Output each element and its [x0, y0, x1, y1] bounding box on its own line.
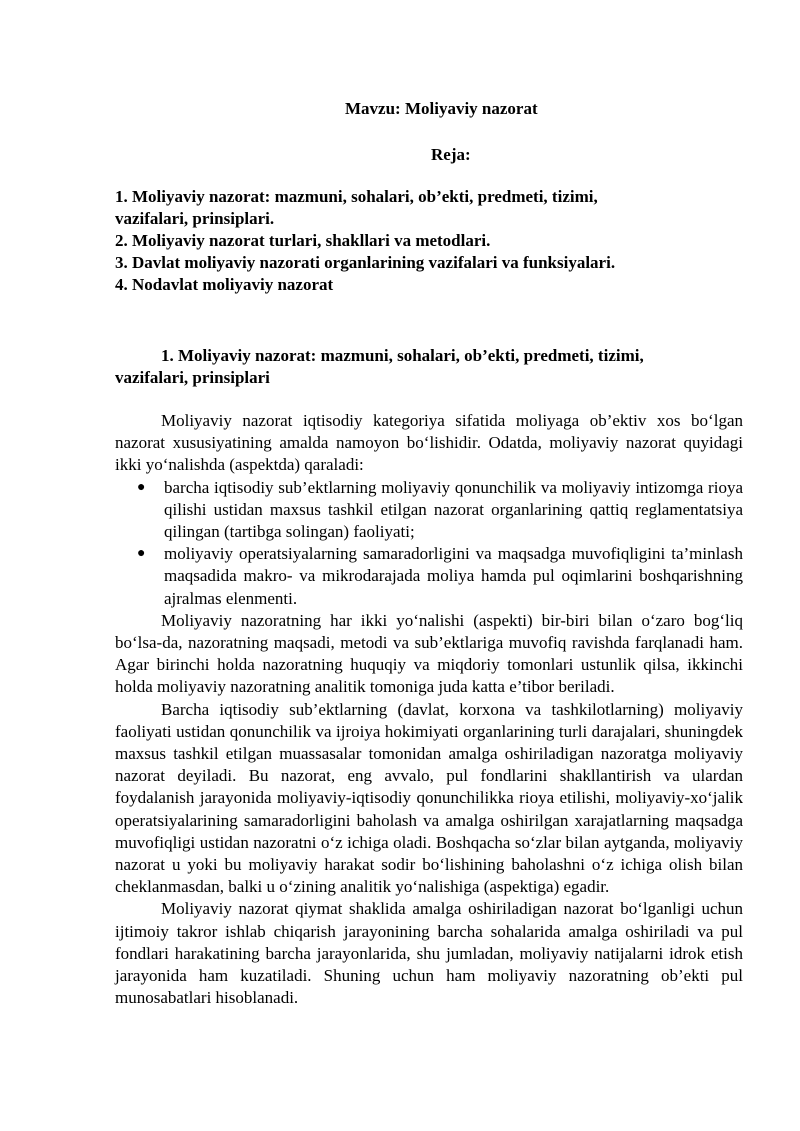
- bullet-list: [115, 477, 743, 610]
- section-heading-line: 1. Moliyaviy nazorat: mazmuni, sohalari, ob’ekti, predmeti, tizimi,: [161, 346, 644, 365]
- plan-line: vazifalari, prinsiplari.: [115, 209, 275, 228]
- list-item: [115, 477, 743, 544]
- paragraph: Moliyaviy nazorat qiymat shaklida amalga oshiriladigan nazorat bo‘lganligi uchun ijtimoiy takror ishlab chiqarish jarayonining barcha sohalarida amalga oshiriladi va pul fondlari harakatining barcha jarayonlarida, shu jumladan, moliyaviy natijalarni idrok etish jarayonida ham kuzatiladi. Shuning uchun ham moliyaviy nazoratning ob’ekti pul munosabatlari hisoblanadi.: [115, 899, 743, 1008]
- plan-line: 1. Moliyaviy nazorat: mazmuni, sohalari, ob’ekti, predmeti, tizimi,: [115, 187, 598, 206]
- plan-line: 3. Davlat moliyaviy nazorati organlarining vazifalari va funksiyalari.: [115, 253, 616, 272]
- body-text: [115, 410, 743, 1009]
- plan-heading: Reja:: [431, 145, 471, 164]
- paragraph: Moliyaviy nazoratning har ikki yo‘nalishi (aspekti) bir-biri bilan o‘zaro bog‘liq bo‘lsa-da, nazoratning maqsadi, metodi va sub’ektlariga muvofiq ravishda farqlanadi ham. Agar birinchi holda nazoratning huquqiy va miqdoriy tomonlari ustunlik qilsa, ikkinchi holda moliyaviy nazoratning analitik tomoniga juda katta e’tibor beriladi.: [115, 610, 743, 697]
- plan-list: [115, 186, 743, 296]
- plan-line: 4. Nodavlat moliyaviy nazorat: [115, 275, 334, 294]
- section-heading-line: vazifalari, prinsiplari: [115, 368, 270, 387]
- list-item: [115, 543, 743, 610]
- paragraph: Moliyaviy nazorat iqtisodiy kategoriya sifatida moliyaga ob’ektiv xos bo‘lgan nazorat xususiyatining amalda namoyon bo‘lishidir. Odatda, moliyaviy nazorat quyidagi ikki yo‘nalishda (aspektda) qaraladi:: [115, 411, 743, 475]
- list-item-text: moliyaviy operatsiyalarning samaradorligini va maqsadga muvofiqligini ta’minlash maqsadida makro- va mikrodarajada moliya hamda pul oqimlarini boshqarishning ajralmas elenmenti.: [164, 544, 743, 608]
- section-heading: [115, 345, 743, 389]
- bullet-icon: ●: [137, 479, 146, 495]
- bullet-icon: ●: [137, 546, 146, 562]
- plan-line: 2. Moliyaviy nazorat turlari, shakllari va metodlari.: [115, 231, 491, 250]
- paragraph: Barcha iqtisodiy sub’ektlarning (davlat, korxona va tashkilotlarning) moliyaviy faoliyati ustidan qonunchilik va ijroiya hokimiyati organlarining turli darajalari, shuningdek maxsus tashkil etilgan muassasalar tomonidan amalga oshiriladigan nazoratga moliyaviy nazorat deyiladi. Bu nazorat, eng avvalo, pul fondlarini shakllantirish va ulardan foydalanish jarayonida moliyaviy-iqtisodiy qonunchilikka rioya etilishi, moliyaviy-xo‘jalik operatsiyalarining samaradorligini baholash va amalga oshirilgan xarajatlarning maqsadga muvofiqligi ustidan nazoratni o‘z ichiga oladi. Boshqacha so‘zlar bilan aytganda, moliyaviy nazorat u yoki bu moliyaviy harakat sodir bo‘lishining baholashni o‘z ichiga olish bilan cheklanmasdan, balki u o‘zining analitik yo‘nalishiga (aspektiga) egadir.: [115, 699, 743, 897]
- document-title: Mavzu: Moliyaviy nazorat: [345, 99, 538, 118]
- list-item-text: barcha iqtisodiy sub’ektlarning moliyaviy qonunchilik va moliyaviy intizomga rioya qilishi ustidan maxsus tashkil etilgan nazorat organlarining qattiq reglamentatsiya qilingan (tartibga solingan) faoliyati;: [164, 477, 743, 542]
